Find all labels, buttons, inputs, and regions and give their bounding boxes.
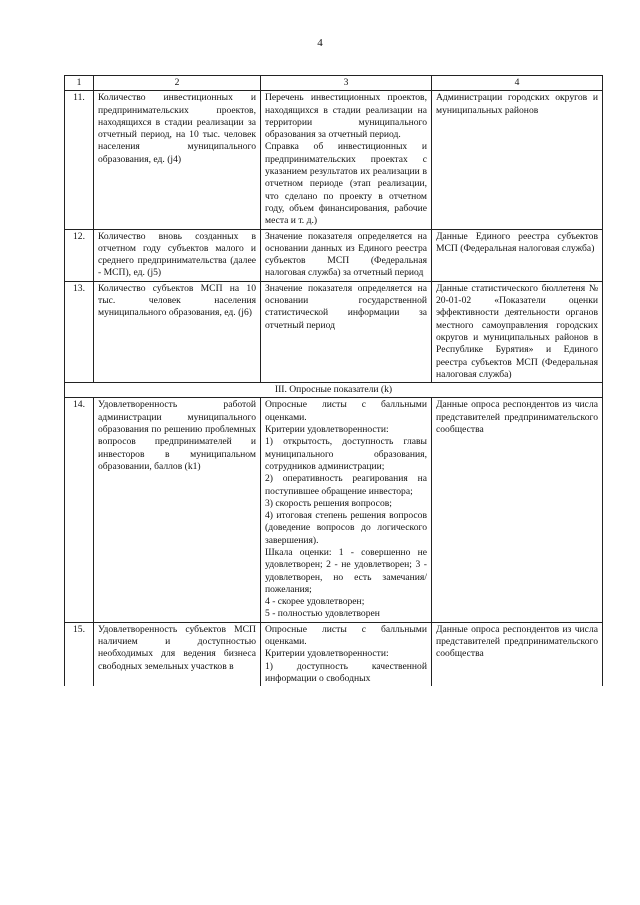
row-number: 11. — [65, 91, 94, 229]
row-number: 15. — [65, 622, 94, 686]
cell-paragraph: 2) оперативность реагирования на поступившее обращение инвестора; — [265, 473, 427, 497]
cell-paragraph: Удовлетворенность субъектов МСП наличием и доступностью необходимых для ведения бизнеса свободных земельных участков в — [98, 623, 256, 672]
data-source-cell — [432, 398, 603, 622]
table-row — [65, 229, 603, 281]
cell-paragraph: Данные статистического бюллетеня № 20-01-02 «Показатели оценки эффективности деятельности органов местного самоуправления городских округов и муниципальных районов в Республике Бурятия» и Единого реестра субъектов МСП (Федеральная налоговая служба) — [436, 282, 598, 380]
indicator-name-cell — [94, 398, 261, 622]
cell-paragraph: 4 - скорее удовлетворен; — [265, 596, 365, 608]
cell-paragraph: 1) открытость, доступность главы муниципального образования, сотрудников администрации; — [265, 436, 427, 472]
indicator-name-cell — [94, 91, 261, 229]
cell-paragraph: 5 - полностью удовлетворен — [265, 608, 380, 620]
data-source-cell — [432, 622, 603, 686]
row-number: 13. — [65, 281, 94, 382]
cell-paragraph: Данные опроса респондентов из числа представителей предпринимательского сообщества — [436, 623, 598, 660]
calculation-method-cell — [261, 91, 432, 229]
header-cell: 4 — [432, 76, 603, 91]
cell-paragraph: Удовлетворенность работой администрации муниципального образования по решению проблемных вопросов предпринимателей и инвесторов в муниципальном образовании, баллов (k1) — [98, 399, 256, 472]
table-row — [65, 398, 603, 622]
header-cell: 3 — [261, 76, 432, 91]
calculation-method-cell — [261, 398, 432, 622]
cell-paragraph: Администрации городских округов и муниципальных районов — [436, 92, 598, 116]
data-source-cell — [432, 91, 603, 229]
section-row — [65, 383, 603, 398]
cell-paragraph: Значение показателя определяется на основании государственной статистической информации за отчетный период — [265, 282, 427, 331]
cell-paragraph: Данные Единого реестра субъектов МСП (Федеральная налоговая служба) — [436, 230, 598, 254]
indicators-table — [64, 75, 603, 686]
cell-paragraph: 1) доступность качественной информации о свободных — [265, 660, 427, 684]
cell-paragraph: Количество вновь созданных в отчетном году субъектов малого и среднего предпринимательства (далее - МСП), ед. (j5) — [98, 230, 256, 279]
header-cell: 2 — [94, 76, 261, 91]
cell-paragraph: Опросные листы с балльными оценками. — [265, 399, 427, 423]
cell-paragraph: Критерии удовлетворенности: — [265, 424, 389, 436]
cell-paragraph: 4) итоговая степень решения вопросов (доведение вопросов до логического завершения). — [265, 510, 427, 546]
section-title: III. Опросные показатели (k) — [65, 383, 603, 398]
table-row — [65, 281, 603, 382]
cell-paragraph: Критерии удовлетворенности: — [265, 648, 389, 660]
row-number: 14. — [65, 398, 94, 622]
indicator-name-cell — [94, 281, 261, 382]
calculation-method-cell — [261, 281, 432, 382]
data-source-cell — [432, 229, 603, 281]
calculation-method-cell — [261, 622, 432, 686]
row-number: 12. — [65, 229, 94, 281]
cell-paragraph: Опросные листы с балльными оценками. — [265, 623, 427, 648]
indicator-name-cell — [94, 229, 261, 281]
cell-paragraph: Перечень инвестиционных проектов, находящихся в стадии реализации на территории муниципального образования за отчетный период. — [265, 92, 427, 141]
cell-paragraph: Количество субъектов МСП на 10 тыс. человек населения муниципального образования, ед. (j6) — [98, 282, 256, 319]
header-cell: 1 — [65, 76, 94, 91]
cell-paragraph: Данные опроса респондентов из числа представителей предпринимательского сообщества — [436, 399, 598, 436]
cell-paragraph: Значение показателя определяется на основании данных из Единого реестра субъектов МСП (Федеральная налоговая служба) за отчетный период — [265, 230, 427, 279]
cell-paragraph: Справка об инвестиционных и предпринимательских проектах с указанием результатов их реализации в отчетном периоде (этап реализации, что сделано по проекту в отчетном году, объем финансирования, рабочие места и т. д.) — [265, 141, 427, 227]
cell-paragraph: 3) скорость решения вопросов; — [265, 497, 392, 509]
table-row — [65, 622, 603, 686]
page-number: 4 — [317, 37, 323, 49]
cell-paragraph: Шкала оценки: 1 - совершенно не удовлетворен; 2 - не удовлетворен; 3 - удовлетворен, но есть замечания/пожелания; — [265, 546, 427, 595]
data-source-cell — [432, 281, 603, 382]
table-row — [65, 91, 603, 229]
calculation-method-cell — [261, 229, 432, 281]
table-header-row — [65, 76, 603, 91]
indicator-name-cell — [94, 622, 261, 686]
cell-paragraph: Количество инвестиционных и предпринимательских проектов, находящихся в стадии реализации за отчетный период, на 10 тыс. человек населения муниципального образования, ед. (j4) — [98, 92, 256, 165]
